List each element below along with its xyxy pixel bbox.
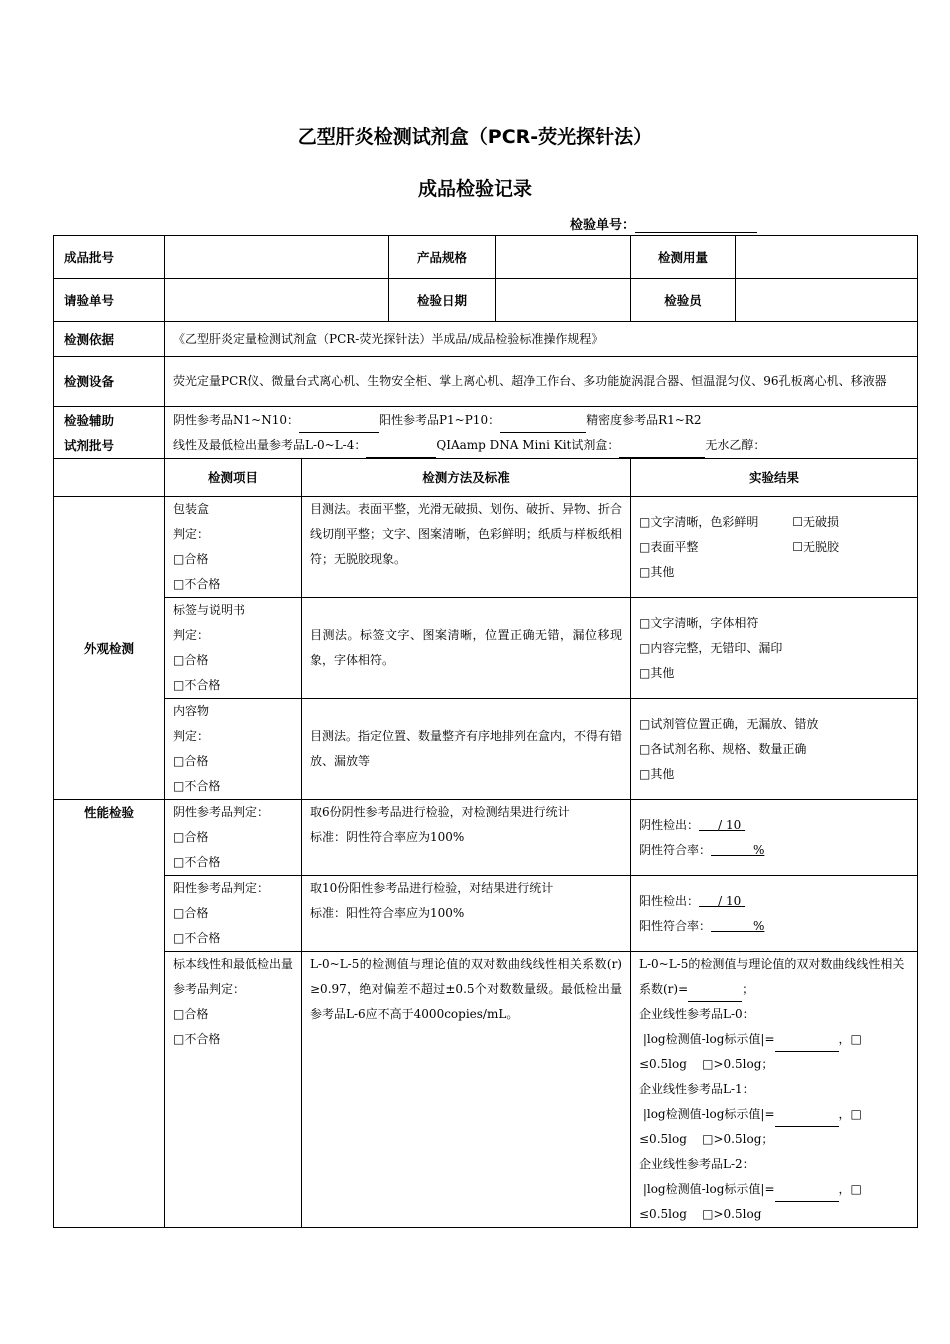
fail-checkbox[interactable]: □不合格 [173,779,221,793]
l0-le-checkbox[interactable]: ，□ [838,1032,862,1046]
l2-le-text: ≤0.5log [639,1207,687,1221]
method-label-manual: 目测法。标签文字、图案清晰，位置正确无错，漏位移现象，字体相符。 [302,598,631,699]
lin-r-end: ； [742,982,755,996]
item-positive [165,876,302,952]
method-linearity: L-0~L-5的检测值与理论值的双对数曲线线性相关系数(r) ≥0.97，绝对偏差不超过±0.5个对数数量级。最低检出量参考品L-6应不高于4000copies/mL。 [302,952,631,1228]
l0-le-text: ≤0.5log [639,1057,687,1071]
result-checkbox[interactable]: □各试剂名称、规格、数量正确 [639,741,807,756]
fail-checkbox[interactable]: □不合格 [173,931,221,945]
item-name: 内容物 [173,704,210,718]
l0-label: 企业线性参考品L-0： [639,1007,755,1021]
result-checkbox[interactable]: ☐无破损 [792,514,839,529]
neg-detect-denominator: / 10 [718,817,742,832]
equipment-value: 荧光定量PCR仪、微量台式离心机、生物安全柜、掌上离心机、超净工作台、多功能旋涡混合器、恒温混匀仪、96孔板离心机、移液器 [165,357,918,407]
col-method-header: 检测方法及标准 [302,459,631,497]
neg-rate-unit: % [752,842,765,857]
pos-rate-blank[interactable] [711,919,764,933]
method-text: 取10份阳性参考品进行检验，对结果进行统计 [310,881,554,895]
doc-number-field [570,214,757,233]
item-judge-label: 阴性参考品判定： [173,805,270,819]
inspector-label: 检验员 [631,279,736,322]
appearance-label: 外观检测 [54,497,165,800]
date-value-cell[interactable] [496,279,631,322]
spec-label: 产品规格 [389,236,496,279]
item-judge-label: 判定： [173,527,210,541]
method-text: 取6份阴性参考品进行检验，对检测结果进行统计 [310,805,570,819]
method-standard: 标准：阴性符合率应为100% [310,830,465,844]
result-checkbox[interactable]: □其他 [639,564,675,579]
result-checkbox[interactable]: □表面平整 [639,539,699,554]
document-subtitle: 成品检验记录 [417,178,532,200]
item-judge-label: 判定： [173,729,210,743]
item-contents [165,699,302,800]
reagent-lin-label: 线性及最低检出量参考品L-0~L-4： [173,437,367,452]
reagent-prec-label: 精密度参考品R1~R2 [586,412,702,427]
pass-checkbox[interactable]: □合格 [173,1007,209,1021]
fail-checkbox[interactable]: □不合格 [173,855,221,869]
pass-checkbox[interactable]: □合格 [173,653,209,667]
result-checkbox[interactable]: □文字清晰，色彩鲜明 [639,514,759,529]
neg-rate-blank[interactable] [711,843,764,857]
reagent-eth-label: 无水乙醇： [705,437,766,452]
l2-gt-checkbox[interactable]: □>0.5log [702,1207,762,1221]
l1-dev-blank[interactable] [775,1112,839,1127]
item-judge-label: 标本线性和最低检出量参考品判定： [173,957,294,996]
performance-label: 性能检验 [54,800,165,1228]
col-result-header: 实验结果 [631,459,918,497]
equipment-label: 检测设备 [54,357,165,407]
neg-detect-blank[interactable] [699,818,745,832]
result-packaging [631,497,918,598]
item-judge-label: 阳性参考品判定： [173,881,270,895]
l1-le-checkbox[interactable]: ，□ [838,1107,862,1121]
result-checkbox[interactable]: □内容完整，无错印、漏印 [639,640,783,655]
fail-checkbox[interactable]: □不合格 [173,678,221,692]
pos-rate-label: 阳性符合率： [639,918,712,933]
reagent-neg-blank[interactable] [299,418,379,433]
pos-detect-denominator: / 10 [718,893,742,908]
batch-value-cell[interactable] [165,236,389,279]
lin-r-blank[interactable] [688,987,742,1002]
item-packaging [165,497,302,598]
item-label-manual [165,598,302,699]
item-negative [165,800,302,876]
dose-value-cell[interactable] [736,236,918,279]
item-judge-label: 判定： [173,628,210,642]
reagent-pos-label: 阳性参考品P1~P10： [378,412,501,427]
result-negative [631,800,918,876]
request-label: 请验单号 [54,279,165,322]
request-value-cell[interactable] [165,279,389,322]
item-name: 包装盒 [173,502,210,516]
method-contents: 目测法。指定位置、数量整齐有序地排列在盒内，不得有错放、漏放等 [302,699,631,800]
basis-label: 检测依据 [54,322,165,357]
reagent-lin-blank[interactable] [366,443,436,458]
neg-detect-label: 阴性检出： [639,817,700,832]
l2-dev-label: |log检测值-log标示值|= [642,1182,775,1196]
doc-number-label: 检验单号： [570,218,636,233]
reagent-label-line2: 试剂批号 [64,437,115,453]
document-title: 乙型肝炎检测试剂盒（PCR-荧光探针法） [297,126,653,148]
pass-checkbox[interactable]: □合格 [173,754,209,768]
method-negative [302,800,631,876]
dose-label: 检测用量 [631,236,736,279]
result-checkbox[interactable]: □其他 [639,766,675,781]
inspector-value-cell[interactable] [736,279,918,322]
l0-dev-label: |log检测值-log标示值|= [642,1032,775,1046]
l2-dev-blank[interactable] [775,1187,839,1202]
l0-gt-checkbox[interactable]: □>0.5log [702,1057,762,1071]
batch-label: 成品批号 [54,236,165,279]
l1-end: ； [761,1132,774,1146]
doc-number-blank[interactable] [635,220,757,233]
pos-detect-label: 阳性检出： [639,893,700,908]
method-positive [302,876,631,952]
lin-r-label: L-0~L-5的检测值与理论值的双对数曲线线性相关系数(r)= [639,957,905,996]
item-linearity [165,952,302,1228]
date-label: 检验日期 [389,279,496,322]
l1-dev-label: |log检测值-log标示值|= [642,1107,775,1121]
l0-end: ； [761,1057,774,1071]
corner-cell [54,459,165,497]
result-checkbox[interactable]: □文字清晰，字体相符 [639,615,759,630]
reagent-label-line1: 检验辅助 [64,412,115,428]
neg-rate-label: 阴性符合率： [639,842,712,857]
reagent-pos-blank[interactable] [500,418,586,433]
l1-gt-checkbox[interactable]: □>0.5log [702,1132,762,1146]
col-item-header: 检测项目 [165,459,302,497]
reagent-label [54,407,165,459]
item-name: 标签与说明书 [173,603,246,617]
reagent-batches [165,407,918,459]
result-checkbox[interactable]: ☐无脱胶 [792,539,839,554]
result-checkbox[interactable]: □试剂管位置正确，无漏放、错放 [639,716,819,731]
inspection-record-table [53,235,918,1228]
spec-value-cell[interactable] [496,236,631,279]
method-standard: 标准：阳性符合率应为100% [310,906,465,920]
l2-le-checkbox[interactable]: ，□ [838,1182,862,1196]
fail-checkbox[interactable]: □不合格 [173,577,221,591]
method-packaging: 目测法。表面平整，光滑无破损、划伤、破折、异物、折合线切削平整；文字、图案清晰，色彩鲜明；纸质与样板纸相符；无脱胶现象。 [302,497,631,598]
pass-checkbox[interactable]: □合格 [173,906,209,920]
result-contents [631,699,918,800]
l0-dev-blank[interactable] [775,1037,839,1052]
reagent-neg-label: 阴性参考品N1~N10： [173,412,299,427]
result-positive [631,876,918,952]
result-label-manual [631,598,918,699]
fail-checkbox[interactable]: □不合格 [173,1032,221,1046]
result-checkbox[interactable]: □其他 [639,665,675,680]
result-linearity [631,952,918,1228]
reagent-kit-label: QIAamp DNA Mini Kit试剂盒： [436,437,620,452]
reagent-kit-blank[interactable] [619,443,705,458]
pos-detect-blank[interactable] [699,894,745,908]
l2-label: 企业线性参考品L-2： [639,1157,755,1171]
pass-checkbox[interactable]: □合格 [173,830,209,844]
l1-le-text: ≤0.5log [639,1132,687,1146]
basis-value: 《乙型肝炎定量检测试剂盒（PCR-荧光探针法）半成品/成品检验标准操作规程》 [165,322,918,357]
pass-checkbox[interactable]: □合格 [173,552,209,566]
l1-label: 企业线性参考品L-1： [639,1082,755,1096]
pos-rate-unit: % [752,918,765,933]
